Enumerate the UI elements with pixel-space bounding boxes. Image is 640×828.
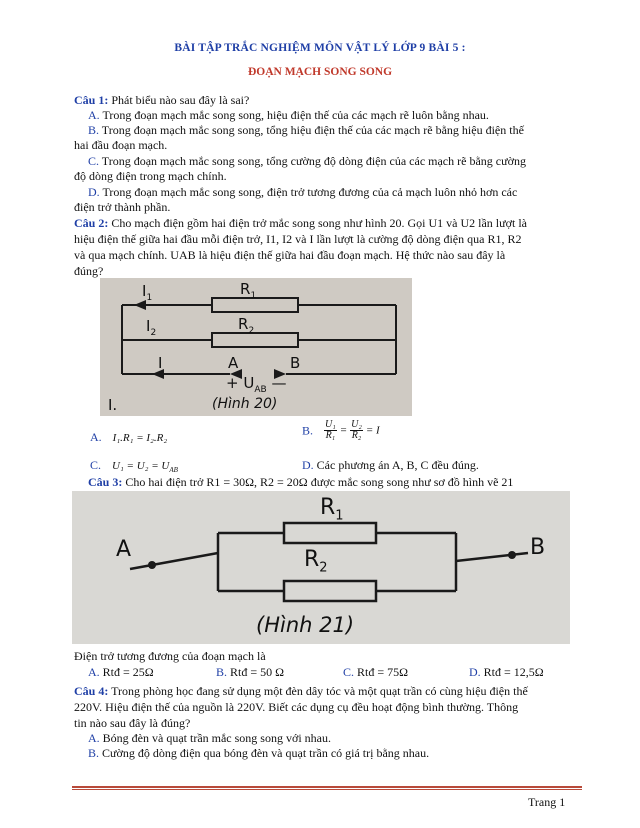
fig21-label-R2: $R_2$ bbox=[304, 547, 328, 576]
q1-option-b-label: B. bbox=[88, 123, 100, 137]
question-1-text: Phát biểu nào sau đây là sai? bbox=[108, 93, 250, 107]
question-2-line3: và qua mạch chính. UAB là hiệu điện thế giữa hai đầu đoạn mạch. Hệ thức nào sau đây là bbox=[74, 248, 506, 262]
q4-option-b-text: Cường độ dòng điện qua bóng đèn và quạt trần có giá trị bằng nhau. bbox=[99, 746, 430, 760]
question-4-line3: tin nào sau đây là đúng? bbox=[74, 716, 191, 730]
page-number: Trang 1 bbox=[528, 795, 566, 809]
question-1-label: Câu 1: bbox=[74, 93, 109, 107]
question-2-label: Câu 2: bbox=[74, 216, 109, 230]
q1-option-d-label: D. bbox=[88, 185, 100, 199]
q2-option-d-label: D. bbox=[302, 458, 314, 472]
q3-option-d-label: D. bbox=[469, 665, 481, 679]
label-R1: $R_1$ bbox=[240, 280, 257, 301]
q3-option-c bbox=[343, 665, 408, 679]
fig21-label-B: B bbox=[530, 535, 546, 560]
question-3-label: Câu 3: bbox=[88, 475, 123, 489]
footer-divider-thin bbox=[72, 789, 582, 790]
q1-option-d bbox=[88, 185, 517, 199]
q2-option-a bbox=[90, 430, 167, 445]
q2-option-d bbox=[302, 458, 479, 472]
label-R2: $R_2$ bbox=[238, 315, 255, 336]
label-UAB: + $U_{AB}$ — bbox=[226, 374, 287, 395]
q1-option-c-label: C. bbox=[88, 154, 100, 168]
q4-option-b bbox=[88, 746, 429, 760]
question-2-line4: đúng? bbox=[74, 264, 104, 278]
q1-option-a-label: A. bbox=[88, 108, 100, 122]
q4-option-b-label: B. bbox=[88, 746, 100, 760]
figure-21 bbox=[72, 491, 570, 644]
q3-option-b bbox=[216, 665, 284, 679]
q3-option-d bbox=[469, 665, 544, 679]
q1-option-a-text: Trong đoạn mạch mắc song song, hiệu điện thế của các mạch rẽ luôn bằng nhau. bbox=[99, 108, 489, 122]
page-subtitle: ĐOẠN MẠCH SONG SONG bbox=[247, 66, 393, 78]
q4-option-a bbox=[88, 731, 331, 745]
q1-option-b-text: Trong đoạn mạch mắc song song, tổng hiệu điện thế của các mạch rẽ bằng hiệu điện thế bbox=[99, 123, 524, 137]
question-4-label: Câu 4: bbox=[74, 684, 109, 698]
fig21-label-A: A bbox=[116, 537, 132, 562]
q4-option-a-text: Bóng đèn và quạt trần mắc song song với nhau. bbox=[99, 731, 331, 745]
q2-option-a-formula: I₁.R₁ = I₂.R₂ bbox=[112, 432, 168, 444]
q3-option-c-label: C. bbox=[343, 665, 355, 679]
question-2 bbox=[74, 216, 527, 230]
q2-option-b-eq: = I bbox=[365, 424, 380, 437]
label-I2: $I_2$ bbox=[146, 317, 157, 338]
question-4-text: Trong phòng học đang sử dụng một đèn dây tóc và một quạt trần có cùng hiệu điện thế bbox=[108, 684, 528, 698]
q1-option-b-cont: hai đầu đoạn mạch. bbox=[74, 138, 168, 152]
question-2-text: Cho mạch điện gồm hai điện trở mắc song song như hình 20. Gọi U1 và U2 lần lượt là bbox=[108, 216, 527, 230]
q3-option-c-text: Rtđ = 75Ω bbox=[354, 665, 409, 679]
q2-option-a-label: A. bbox=[90, 430, 102, 444]
q3-option-a bbox=[88, 665, 154, 679]
question-1 bbox=[74, 93, 249, 107]
label-I-bottom: I. bbox=[108, 396, 118, 414]
q2-option-b-frac2: $\frac{\text{U₂}}{\text{R₂}}$ bbox=[351, 419, 362, 441]
figure-20 bbox=[100, 278, 412, 416]
question-4-line2: 220V. Hiệu điện thế của nguồn là 220V. Biết các dụng cụ đều hoạt động bình thường. Thông bbox=[74, 700, 519, 714]
figure-21-caption: (Hình 21) bbox=[256, 613, 355, 637]
footer-divider bbox=[72, 786, 582, 788]
q1-option-c-cont: độ dòng điện trong mạch chính. bbox=[74, 169, 227, 183]
figure-20-caption: (Hình 20) bbox=[212, 396, 278, 412]
q1-option-d-cont: điện trở thành phần. bbox=[74, 200, 171, 214]
q1-option-d-text: Trong đoạn mạch mắc song song, điện trở tương đương của cả mạch luôn nhỏ hơn các bbox=[99, 185, 518, 199]
question-2-line2: hiệu điện thế giữa hai đầu mỗi điện trở, I1, I2 và I lần lượt là cường độ dòng điện qua R1, R2 bbox=[74, 232, 522, 246]
page-title: BÀI TẬP TRẮC NGHIỆM MÔN VẬT LÝ LỚP 9 BÀI 5 : bbox=[174, 42, 466, 54]
q2-option-d-text: Các phương án A, B, C đều đúng. bbox=[313, 458, 479, 472]
q1-option-a bbox=[88, 108, 489, 122]
q3-option-a-text: Rtđ = 25Ω bbox=[99, 665, 154, 679]
q1-option-c bbox=[88, 154, 526, 168]
q3-option-d-text: Rtđ = 12,5Ω bbox=[480, 665, 544, 679]
label-B: B bbox=[290, 354, 301, 372]
q2-option-b: B. $\frac{\text{U₁}}{\text{R₁}}$ = $\frac{\text{U₂}}{\text{R₂}}$ = I bbox=[302, 419, 380, 441]
q2-option-c-formula: $U_1 = U_2 = U_{AB}$ bbox=[112, 460, 178, 475]
question-3-stem: Điện trở tương đương của đoạn mạch là bbox=[74, 649, 266, 663]
q3-option-a-label: A. bbox=[88, 665, 100, 679]
q3-option-b-text: Rtđ = 50 Ω bbox=[227, 665, 285, 679]
question-3-text: Cho hai điện trở R1 = 30Ω, R2 = 20Ω được mắc song song như sơ đồ hình vẽ 21 bbox=[122, 475, 514, 489]
q2-option-c-label: C. bbox=[90, 458, 102, 472]
fig21-label-R1: $R_1$ bbox=[320, 495, 344, 524]
question-4 bbox=[74, 684, 528, 698]
q4-option-a-label: A. bbox=[88, 731, 100, 745]
label-A: A bbox=[228, 354, 239, 372]
label-I: I bbox=[158, 354, 163, 372]
q2-option-b-frac1: $\frac{\text{U₁}}{\text{R₁}}$ bbox=[325, 419, 336, 441]
q1-option-c-text: Trong đoạn mạch mắc song song, tổng cường độ dòng điện của các mạch rẽ bằng cường bbox=[99, 154, 526, 168]
label-I1: $I_1$ bbox=[142, 282, 153, 303]
q2-option-b-label: B. bbox=[302, 423, 314, 438]
question-3 bbox=[88, 475, 513, 489]
q1-option-b bbox=[88, 123, 524, 137]
q3-option-b-label: B. bbox=[216, 665, 228, 679]
